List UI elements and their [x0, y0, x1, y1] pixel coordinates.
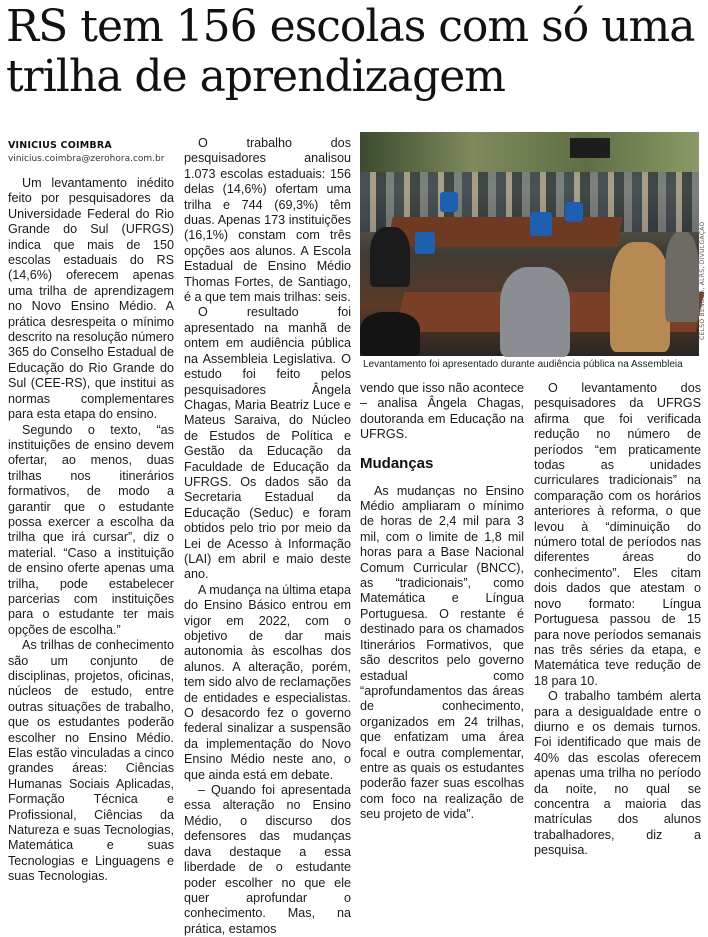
photo-credit: CELSO BENDER, ALRS, DIVULGAÇÃO	[699, 221, 706, 340]
paragraph: As trilhas de conhecimento são um conjunto de disciplinas, projetos, oficinas, núcleos de estudo, entre outras situações de trabalho, que os estudantes poderão escolher no Ensino Médio. Elas estão vinculadas a cinco grandes áreas: Ciências Humanas Sociais Aplicadas, Formação Técnica e Profissional, Ciências da Natureza e suas Tecnologias, Matemática e suas Tecnologias e Linguagens e suas Tecnologias.	[8, 638, 174, 884]
column-1	[8, 136, 174, 885]
column-2	[184, 136, 351, 937]
paragraph: Segundo o texto, “as instituições de ensino devem ofertar, ao menos, duas trilhas nos itinerários formativos, de modo a garantir que o estudante possa exercer a escolha da trilha que irá cursar”, diz o material. “Caso a instituição de ensino oferte apenas uma trilha, pode estabelecer parcerias com instituições para o estudante ter mais opções de escolha.”	[8, 422, 174, 637]
assembly-photo	[360, 132, 699, 356]
subhead: Mudanças	[360, 454, 434, 472]
byline-email[interactable]: vinicius.coimbra@zerohora.com.br	[8, 154, 165, 164]
column-4	[534, 381, 701, 859]
paragraph: O trabalho dos pesquisadores analisou 1.073 escolas estaduais: 156 delas (14,6%) ofertam uma trilha e 744 (69,3%) têm duas. Apenas 173 instituições (16,1%) constam com três opções aos alunos. A Escola Estadual de Ensino Médio Thomas Fortes, de Santiago, é a que tem mais trilhas: seis.	[184, 136, 351, 305]
paragraph: A mudança na última etapa do Ensino Básico entrou em vigor em 2022, com o objetivo de dar mais autonomia às escolhas dos alunos. A alteração, porém, tem sido alvo de reclamações de entidades e especialistas. O desacordo fez o governo federal sinalizar a suspensão da implementação do Novo Ensino Médio neste ano, o que ainda está em debate.	[184, 582, 351, 782]
paragraph: Um levantamento inédito feito por pesquisadores da Universidade Federal do Rio Grande do Sul (UFRGS) indica que mais de 150 escolas estaduais do RS (14,6%) oferecem apenas uma trilha de aprendizagem no Novo Ensino Médio. A prática desrespeita o mínimo descrito na resolução número 365 do Conselho Estadual de Educação do Rio Grande do Sul (CEE-RS), que institui as normas complementares para esta etapa do ensino.	[8, 176, 174, 422]
paragraph: O trabalho também alerta para a desigualdade entre o diurno e os demais turnos. Foi identificado que mais de 40% das escolas oferecem apenas uma trilha no período da noite, no qual se concentra a maioria das matrículas dos alunos trabalhadores, diz a pesquisa.	[534, 689, 701, 858]
column-3	[360, 381, 524, 823]
paragraph: vendo que isso não acontece – analisa Ângela Chagas, doutoranda em Educação na UFRGS.	[360, 381, 524, 442]
headline: RS tem 156 escolas com só uma trilha de aprendizagem	[6, 1, 695, 102]
photo-caption: Levantamento foi apresentado durante audiência pública na Assembleia	[363, 359, 683, 370]
paragraph: O resultado foi apresentado na manhã de ontem em audiência pública na Assembleia Legislativa. O estudo foi feito pelos pesquisadores Ângela Chagas, Maria Beatriz Luce e Mateus Saraiva, do Núcleo de Estudos de Política e Gestão da Educação da Faculdade de Educação da UFRGS. Os dados são da Secretaria Estadual da Educação (Seduc) e foram obtidos pelo trio por meio da Lei de Acesso à Informação (LAI) em abril e maio deste ano.	[184, 305, 351, 582]
paragraph: O levantamento dos pesquisadores da UFRGS afirma que foi verificada redução no número de períodos “em praticamente todas as unidades curriculares tradicionais” na comparação com os horários anteriores à reforma, o que levou à “diminuição do número total de períodos nas diferentes áreas do conhecimento”. Eles citam dois dados que atestam o novo formato: Língua Portuguesa passou de 15 para nove períodos semanais nas três séries da etapa, e Matemática teve redução de 18 para 10.	[534, 381, 701, 688]
paragraph: As mudanças no Ensino Médio ampliaram o mínimo de horas de 2,4 mil para 3 mil, com o limite de 1,8 mil horas para a Base Nacional Comum Curricular (BNCC), as “tradicionais”, como Matemática e Língua Portuguesa. O restante é destinado para os chamados Itinerários Formativos, que são descritos pelo governo estadual como “aprofundamentos das áreas de conhecimento, organizados em 24 trilhas, que enfatizam uma área focal e outra complementar, entre as quais os estudantes poderão fazer suas escolhas com foco na realização de seu projeto de vida”.	[360, 483, 524, 822]
paragraph: – Quando foi apresentada essa alteração no Ensino Médio, o discurso dos defensores das mudanças dava destaque a essa liberdade de o estudante poder escolher no que ele quer aprofundar o conhecimento. Mas, na prática, estamos	[184, 783, 351, 936]
byline-author: VINICIUS COIMBRA	[8, 140, 112, 151]
